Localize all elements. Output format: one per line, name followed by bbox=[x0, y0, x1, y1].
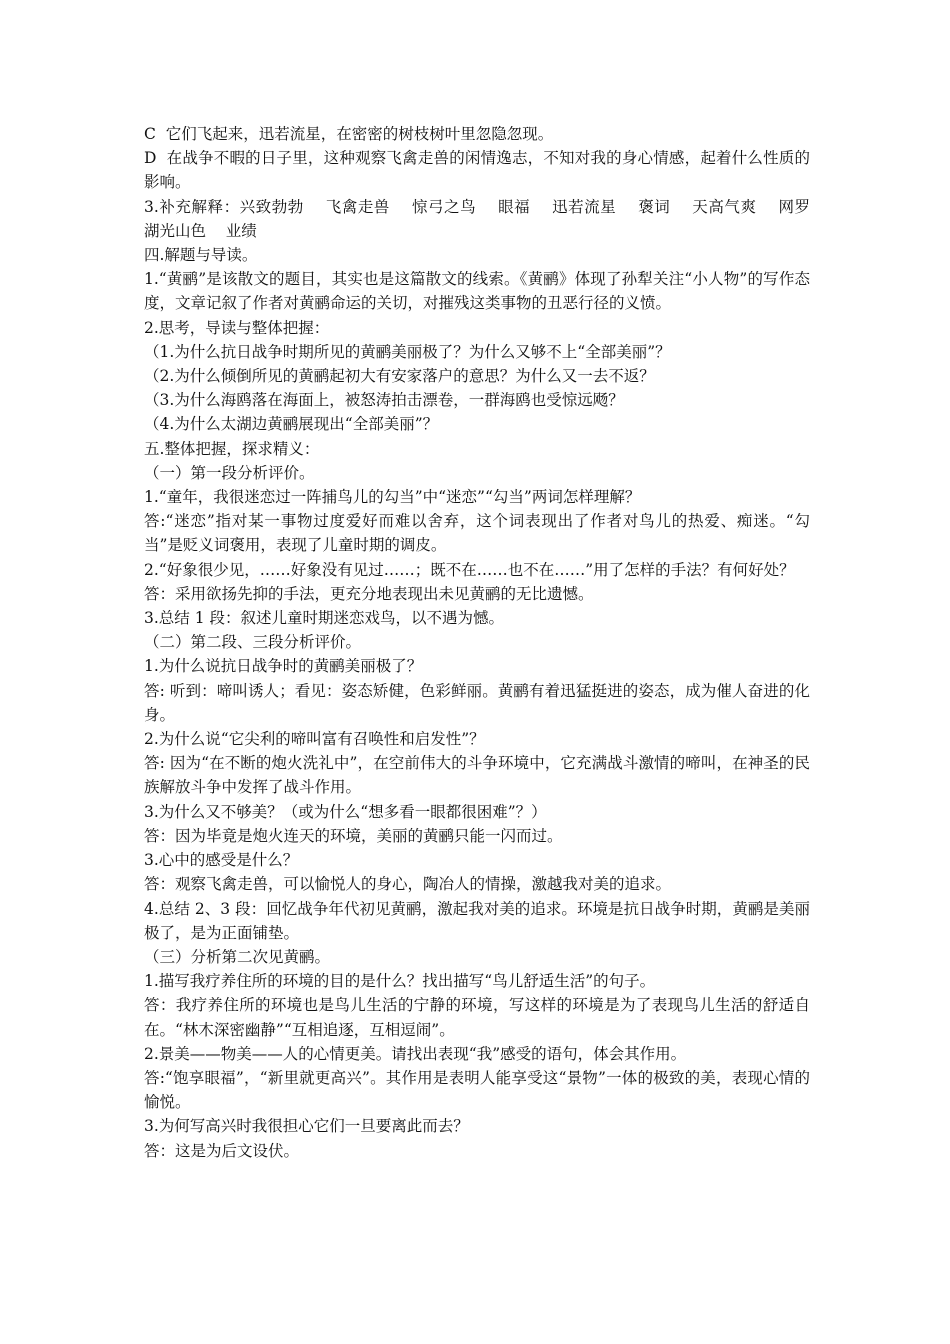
text-line: 1.“黄鹂”是该散文的题目，其实也是这篇散文的线索。《黄鹂》体现了孙犁关注“小人物”的写作态度，文章记叙了作者对黄鹂命运的关切，对摧残这类事物的丑恶行径的义愤。 bbox=[144, 270, 810, 313]
answer-line: 答: 因为“在不断的炮火洗礼中”，在空前伟大的斗争环境中，它充满战斗激情的啼叫，在神圣的民族解放斗争中发挥了战斗作用。 bbox=[144, 754, 810, 797]
text-line: 3.补充解释：兴致勃勃 飞禽走兽 惊弓之鸟 眼福 迅若流星 褒词 天高气爽 网罗 湖光山色 业绩 bbox=[144, 197, 830, 240]
answer-line: 答：这是为后文设伏。 bbox=[144, 1141, 300, 1160]
question-line: 1.描写我疗养住所的环境的目的是什么？找出描写“鸟儿舒适生活”的句子。 bbox=[144, 972, 656, 991]
question-line: （2.为什么倾倒所见的黄鹂起初大有安家落户的意思？为什么又一去不返？ bbox=[144, 367, 655, 386]
text-line: D 在战争不暇的日子里，这种观察飞禽走兽的闲情逸志，不知对我的身心情感，起着什么性质的影响。 bbox=[144, 149, 810, 192]
question-line: 2.景美——物美——人的心情更美。请找出表现“我”感受的语句，体会其作用。 bbox=[144, 1044, 687, 1063]
question-line: （3.为什么海鸥落在海面上，被怒涛拍击漂卷，一群海鸥也受惊远飏？ bbox=[144, 391, 624, 410]
question-line: （1.为什么抗日战争时期所见的黄鹂美丽极了？为什么又够不上“全部美丽”？ bbox=[144, 342, 671, 361]
answer-line: 答:“迷恋”指对某一事物过度爱好而难以舍弃，这个词表现出了作者对鸟儿的热爱、痴迷。“勾当”是贬义词褒用，表现了儿童时期的调皮。 bbox=[144, 512, 810, 555]
subsection-heading: （二）第二段、三段分析评价。 bbox=[144, 633, 362, 652]
text-line: 3.总结 1 段：叙述儿童时期迷恋戏鸟，以不遇为憾。 bbox=[144, 609, 505, 628]
answer-line: 答：采用欲扬先抑的手法，更充分地表现出未见黄鹂的无比遗憾。 bbox=[144, 584, 594, 603]
question-line: 3.为何写高兴时我很担心它们一旦要离此而去？ bbox=[144, 1117, 469, 1136]
question-line: （4.为什么太湖边黄鹂展现出“全部美丽”？ bbox=[144, 415, 439, 434]
text-line: C 它们飞起来，迅若流星，在密密的树枝树叶里忽隐忽现。 bbox=[144, 125, 554, 143]
document-page bbox=[144, 122, 830, 1163]
section-heading: 五.整体把握，探求精义： bbox=[144, 439, 320, 458]
question-line: 3.为什么又不够美？（或为什么“想多看一眼都很困难”？） bbox=[144, 802, 547, 821]
subsection-heading: （三）分析第二次见黄鹂。 bbox=[144, 947, 331, 966]
section-heading: 四.解题与导读。 bbox=[144, 246, 258, 265]
answer-line: 答：因为毕竟是炮火连天的环境，美丽的黄鹂只能一闪而过。 bbox=[144, 826, 563, 845]
answer-line: 答：观察飞禽走兽，可以愉悦人的身心，陶冶人的情操，激越我对美的追求。 bbox=[144, 875, 672, 894]
question-line: 2.为什么说“它尖利的啼叫富有召唤性和启发性”？ bbox=[144, 730, 485, 749]
question-line: 2.“好象很少见，……好象没有见过……；既不在……也不在……”用了怎样的手法？有何好处？ bbox=[144, 560, 795, 579]
question-line: 1.为什么说抗日战争时的黄鹂美丽极了？ bbox=[144, 657, 423, 676]
text-line: 4.总结 2、3 段：回忆战争年代初见黄鹂，激起我对美的追求。环境是抗日战争时期，黄鹂是美丽极了，是为正面铺垫。 bbox=[144, 899, 810, 942]
answer-line: 答:“饱享眼福”，“新里就更高兴”。其作用是表明人能享受这“景物”一体的极致的美，表现心情的愉悦。 bbox=[144, 1068, 810, 1112]
text-line: 2.思考，导读与整体把握： bbox=[144, 318, 330, 337]
answer-line: 答: 听到：啼叫诱人；看见：姿态矫健，色彩鲜丽。黄鹂有着迅猛挺进的姿态，成为催人奋进的化身。 bbox=[144, 681, 810, 724]
answer-line: 答：我疗养住所的环境也是鸟儿生活的宁静的环境，写这样的环境是为了表现鸟儿生活的舒适自在。“林木深密幽静”“互相追逐，互相逗闹”。 bbox=[144, 996, 810, 1039]
question-line: 1.“童年，我很迷恋过一阵捕鸟儿的勾当”中“迷恋”“勾当”两词怎样理解？ bbox=[144, 488, 641, 507]
question-line: 3.心中的感受是什么？ bbox=[144, 851, 299, 870]
subsection-heading: （一）第一段分析评价。 bbox=[144, 463, 315, 482]
